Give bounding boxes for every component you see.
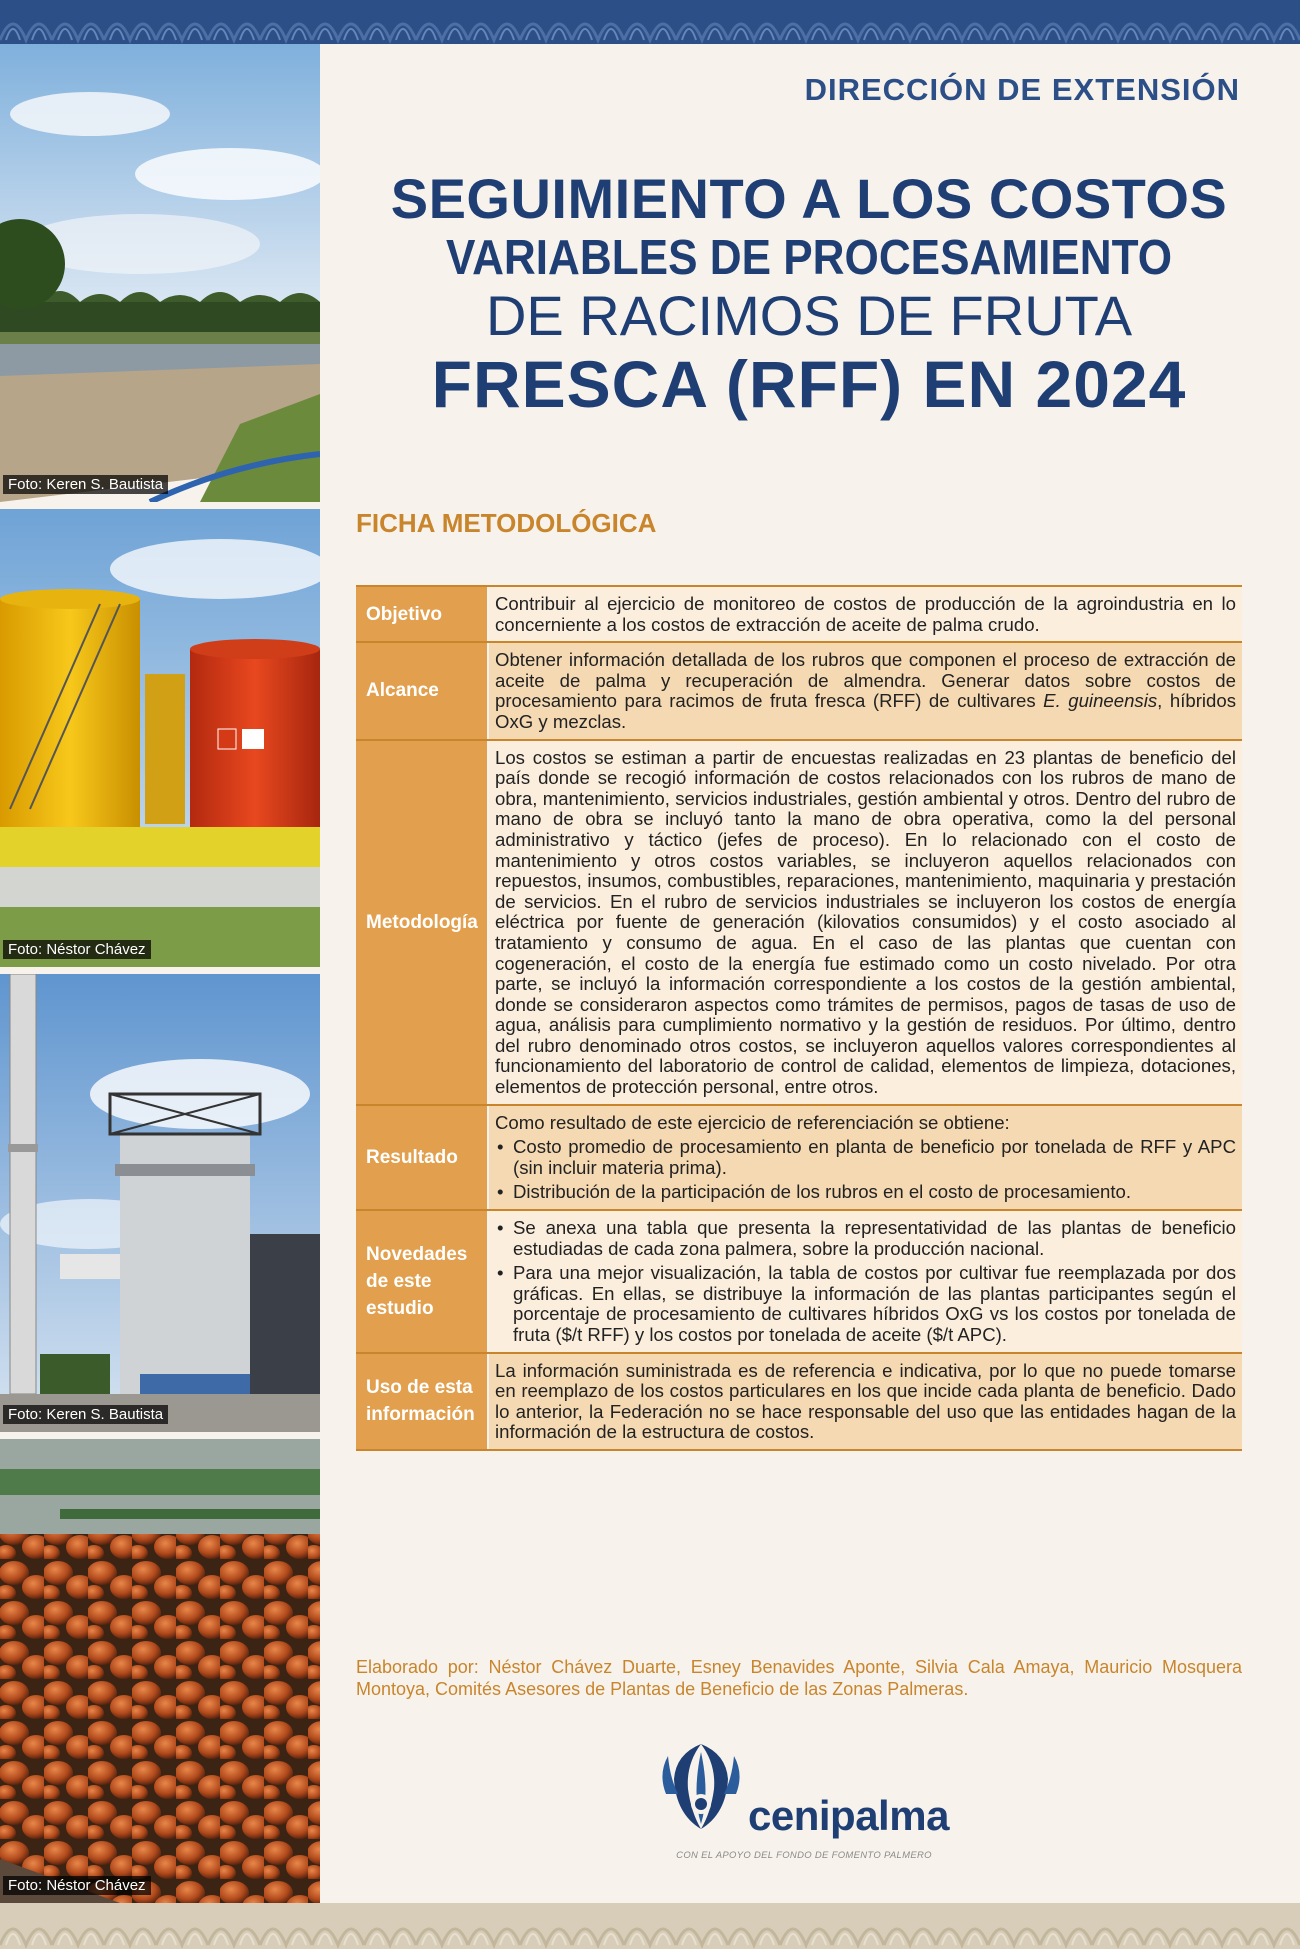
row-label: Resultado: [356, 1106, 489, 1209]
table-row-alcance: [356, 643, 1242, 740]
logo-tagline: CON EL APOYO DEL FONDO DE FOMENTO PALMERO: [676, 1850, 932, 1861]
photo-credit: Foto: Keren S. Bautista: [3, 1405, 168, 1424]
photo-column: [0, 44, 320, 1903]
table-row-novedades: [356, 1211, 1242, 1354]
row-label: Metodología: [356, 741, 489, 1104]
title-line-3: DE RACIMOS DE FRUTA: [485, 284, 1133, 347]
ficha-heading: FICHA METODOLÓGICA: [356, 508, 657, 538]
boiler-plant-icon: [0, 974, 320, 1432]
row-label: Objetivo: [356, 587, 489, 641]
row-text: [489, 643, 1242, 738]
row-text: La información suministrada es de referencia e indicativa, por lo que no puede tomarse en reemplazo de los costos particulares en los que incide cada planta de beneficio. Dado lo anterior, la Federación no se hace responsable del uso que las entidades hagan de la información de la estructura de costos.: [489, 1354, 1242, 1449]
row-label: Uso de esta información: [356, 1354, 489, 1449]
top-pattern-band: [0, 0, 1300, 44]
list-item: • Costo promedio de procesamiento en planta de beneficio por tonelada de RFF y APC (sin incluir materia prima).: [495, 1137, 1236, 1178]
resultado-intro: Como resultado de este ejercicio de referenciación se obtiene:: [495, 1111, 1010, 1133]
table-row-resultado: [356, 1106, 1242, 1211]
wave-pattern-icon: [0, 1903, 1300, 1949]
row-label: Alcance: [356, 643, 489, 738]
methodology-table: [356, 585, 1242, 1451]
title-line-4: FRESCA (RFF) EN 2024: [431, 347, 1187, 421]
title-line-2: VARIABLES DE PROCESAMIENTO: [445, 231, 1173, 285]
list-item: • Para una mejor visualización, la tabla de costos por cultivar fue reemplazada por dos gráficas. En ellas, se distribuye la información de las plantas participantes según el porcentaje de procesamiento de cultivares híbridos OxG vs los costos por tonelada de fruta ($/t RFF) y los costos por tonelada de aceite ($/t APC).: [495, 1263, 1236, 1345]
photo-storage-tanks: [0, 509, 320, 967]
row-text: Los costos se estiman a partir de encuestas realizadas en 23 plantas de beneficio del país donde se recogió información de costos relacionados con los rubros de mano de obra, mantenimiento, servicios industriales, gestión ambiental y otros. Dentro del rubro de mano de obra se incluyó tanto la mano de obra operativa, como la del personal administrativo y táctico (jefes de proceso). En lo relacionado con el costo de mantenimiento y otros costos variables, se incluyeron aquellos relacionados con repuestos, insumos, combustibles, reparaciones, mantenimiento, maquinaria y prestación de servicios. En el rubro de servicios industriales se incluyeron los costos de energía eléctrica por fuente de generación (kilovatios consumidos) y el costo asociado al tratamiento y consumo de agua. En el caso de las plantas que cuentan con cogeneración, el costo de la energía fue estimado como un costo nivelado. Por otra parte, se incluyó la información correspondiente a los costos de la gestión ambiental, donde se consideraron aspectos como trámites de permisos, pagos de tasas de uso de agua, análisis para cumplimiento normativo y la gestión de residuos. Por último, dentro del rubro denominado otros costos, se incluyeron aquellos valores correspondientes al funcionamiento del laboratorio de control de calidad, elementos de limpieza, dotaciones, elementos de protección personal, entre otros.: [489, 741, 1242, 1104]
title-line-1: SEGUIMIENTO A LOS COSTOS: [390, 167, 1228, 230]
main-content: [320, 44, 1300, 1903]
palm-fruit-bunches-icon: [0, 1439, 320, 1903]
table-row-objetivo: [356, 587, 1242, 643]
cenipalma-logo: [656, 1734, 956, 1864]
palm-logo-icon: [656, 1734, 746, 1834]
row-text: [489, 1106, 1242, 1209]
logo-name: cenipalma: [748, 1792, 949, 1839]
row-label: Novedades de este estudio: [356, 1211, 489, 1352]
pond-landscape-icon: [0, 44, 320, 502]
bottom-pattern-band: [0, 1903, 1300, 1949]
authors-credits: Elaborado por: Néstor Chávez Duarte, Esney Benavides Aponte, Silvia Cala Amaya, Mauricio Mosquera Montoya, Comités Asesores de Plantas de Beneficio de las Zonas Palmeras.: [356, 1657, 1242, 1699]
alcance-text-start: Obtener información detallada de los rubros que componen el proceso de extracción de aceite de palma y recuperación de almendra. Generar datos sobre costos de procesamiento para racimos de fruta fresca (RFF) de cultivares: [495, 649, 1236, 712]
photo-credit: Foto: Keren S. Bautista: [3, 475, 168, 494]
table-row-uso: [356, 1354, 1242, 1451]
list-item: • Se anexa una tabla que presenta la representatividad de las plantas de beneficio estudiadas de cada zona palmera, sobre la producción nacional.: [495, 1218, 1236, 1259]
photo-oxidation-pond: [0, 44, 320, 502]
table-row-metodologia: [356, 741, 1242, 1106]
photo-fruit-bunches: [0, 1439, 320, 1903]
page-title: [384, 168, 1234, 422]
row-text: [489, 1211, 1242, 1352]
photo-boiler-plant: [0, 974, 320, 1432]
row-text: Contribuir al ejercicio de monitoreo de costos de producción de la agroindustria en lo concerniente a los costos de extracción de aceite de palma crudo.: [489, 587, 1242, 641]
photo-credit: Foto: Néstor Chávez: [3, 940, 151, 959]
wave-pattern-icon: [0, 0, 1300, 44]
alcance-text-end: , híbridos OxG y mezclas.: [495, 690, 1237, 732]
photo-credit: Foto: Néstor Chávez: [3, 1876, 151, 1895]
storage-tanks-icon: [0, 509, 320, 967]
species-name: E. guineensis: [1043, 690, 1158, 712]
list-item: • Distribución de la participación de los rubros en el costo de procesamiento.: [495, 1182, 1236, 1203]
section-title: DIRECCIÓN DE EXTENSIÓN: [804, 72, 1240, 107]
